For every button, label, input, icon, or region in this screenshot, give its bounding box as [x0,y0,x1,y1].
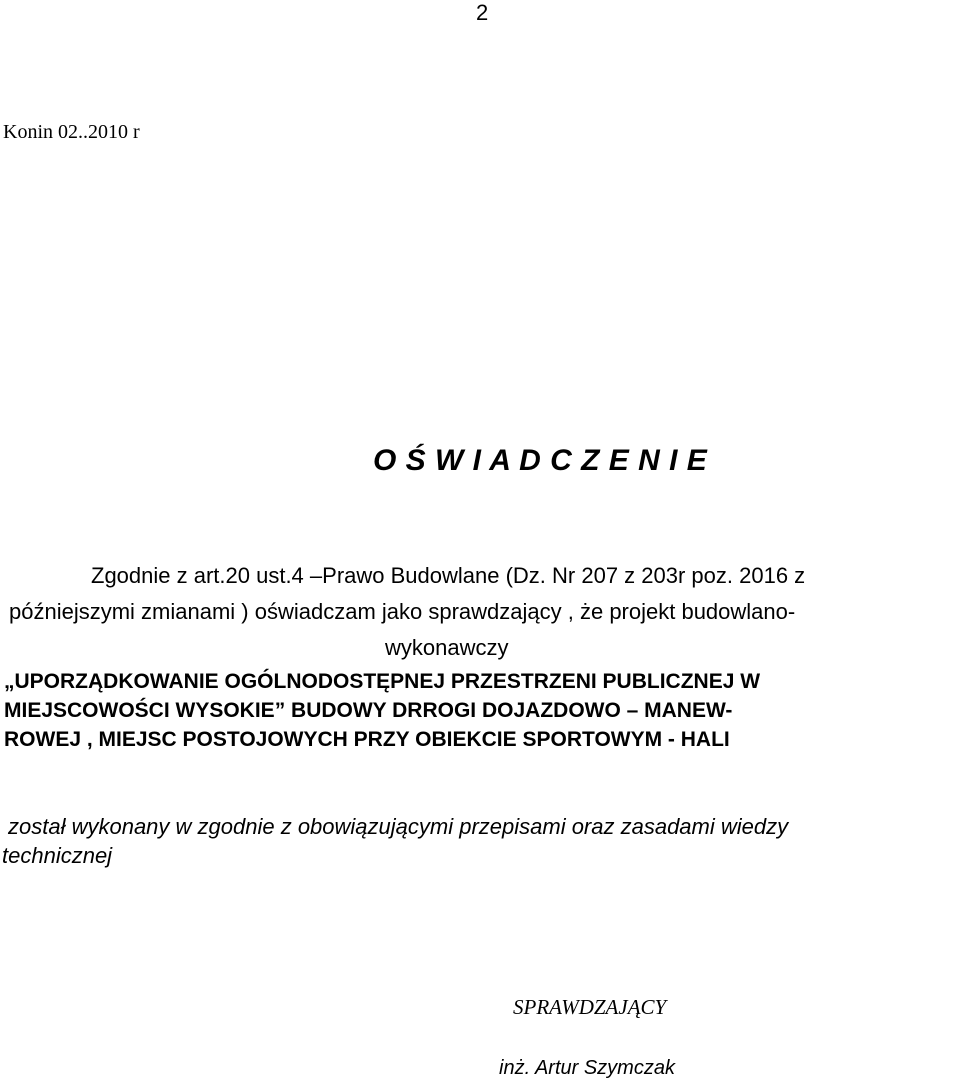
project-name-line-1: „UPORZĄDKOWANIE OGÓLNODOSTĘPNEJ PRZESTRZENI PUBLICZNEJ W [4,670,761,693]
project-name-line-3: ROWEJ , MIEJSC POSTOJOWYCH PRZY OBIEKCIE SPORTOWYM - HALI [4,728,730,751]
page-number: 2 [476,0,489,25]
intro-line-3: wykonawczy [385,635,509,660]
intro-line-1: Zgodnie z art.20 ust.4 –Prawo Budowlane (Dz. Nr 207 z 203r poz. 2016 z [91,563,806,588]
closing-line-1: został wykonany w zgodnie z obowiązującymi przepisami oraz zasadami wiedzy [8,814,789,839]
intro-line-2: późniejszymi zmianami ) oświadczam jako sprawdzający , że projekt budowlano- [9,599,796,624]
place-date: Konin 02..2010 r [3,121,140,143]
closing-line-2: technicznej [2,843,113,868]
signer-name: inż. Artur Szymczak [499,1057,675,1079]
document-title: O Ś W I A D C Z E N I E [373,444,708,477]
signer-role: SPRAWDZAJĄCY [513,995,667,1019]
project-name-line-2: MIEJSCOWOŚCI WYSOKIE” BUDOWY DRROGI DOJAZDOWO – MANEW- [4,699,733,722]
